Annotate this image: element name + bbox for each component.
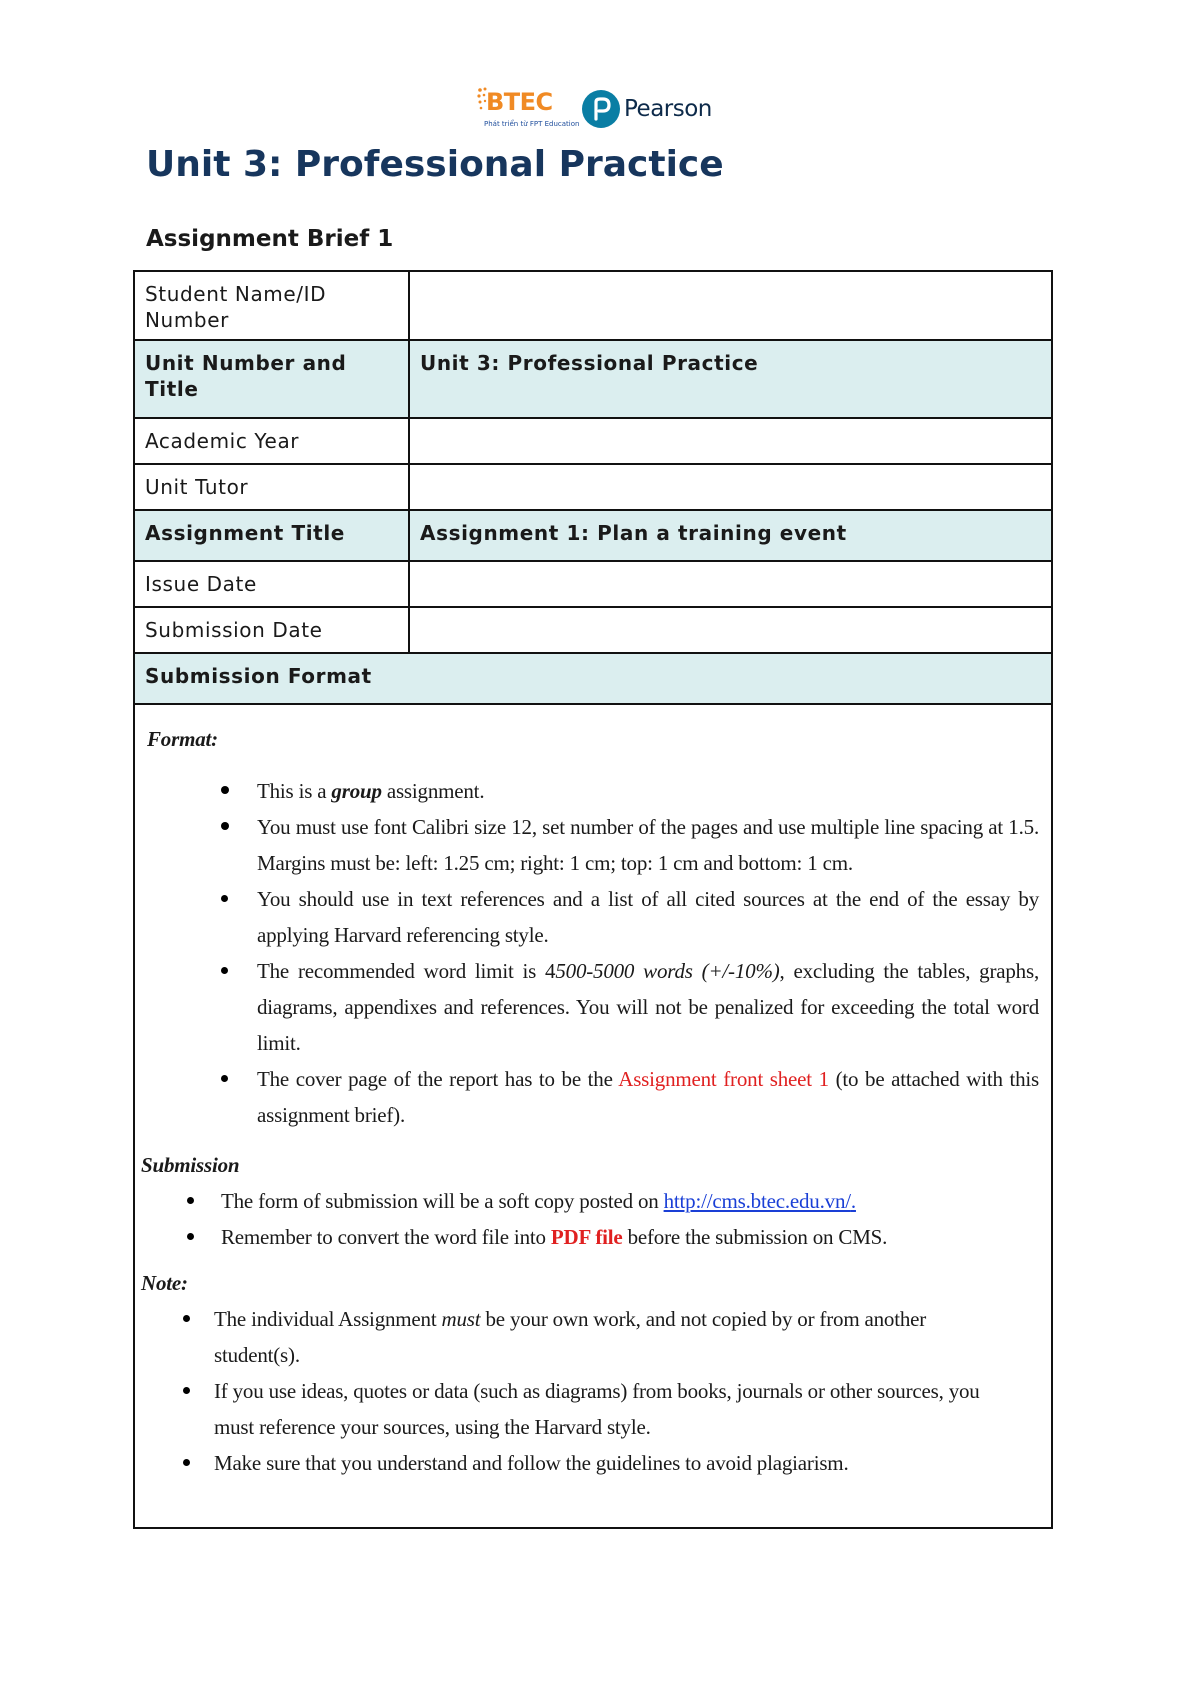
brief-title: Assignment Brief 1 [146,226,394,252]
table-row [134,704,1052,1528]
text-span: If you use ideas, quotes or data (such as diagrams) from books, journals or other sources, you must reference your sources, using the Harvard style. [214,1379,980,1439]
academic-year-label: Academic Year [134,418,409,464]
list-item [141,953,1041,1061]
header-logos [470,76,738,142]
student-name-value [409,271,1052,340]
submission-date-value [409,607,1052,653]
table-row [134,653,1052,704]
pearson-logo [582,90,712,128]
text-span: The recommended word limit is 4 [257,959,556,983]
list-item [141,881,1041,953]
front-sheet-reference: Assignment front sheet 1 [618,1067,829,1091]
submission-format-heading: Submission Format [134,653,1052,704]
pearson-logo-text: Pearson [624,96,712,122]
bullet-icon [183,1459,190,1466]
list-item [141,809,1041,881]
unit-number-label: Unit Number and Title [134,340,409,418]
emphasis-text: must [441,1307,481,1331]
bullet-icon [183,1387,190,1394]
btec-logo-text: BTEC [486,88,553,116]
assignment-title-label: Assignment Title [134,510,409,561]
btec-logo-subtitle: Phát triển từ FPT Education [484,120,580,128]
assignment-title-value: Assignment 1: Plan a training event [409,510,1052,561]
table-row [134,418,1052,464]
submission-format-body [134,704,1052,1528]
bullet-icon [187,1233,194,1240]
text-span: be your own work, and not copied by or from another student(s). [214,1307,927,1367]
table-row [134,464,1052,510]
unit-number-value: Unit 3: Professional Practice [409,340,1052,418]
pdf-file-highlight: PDF file [550,1225,623,1249]
table-row [134,340,1052,418]
cms-link[interactable]: http://cms.btec.edu.vn/ [663,1189,851,1213]
text-span: The cover page of the report has to be the [257,1067,619,1091]
emphasis-text: group [331,779,382,803]
bullet-icon [221,822,229,830]
bullet-icon [221,1075,228,1082]
bullet-icon [221,895,228,902]
submission-date-label: Submission Date [134,607,409,653]
bullet-icon [187,1197,194,1204]
list-item [141,1301,1041,1373]
table-row [134,561,1052,607]
text-span: (to be attached with this assignment brief). [257,1067,1039,1127]
table-row [134,271,1052,340]
text-span: This is a [257,779,332,803]
list-item [141,1183,1041,1219]
list-item [141,1219,1041,1255]
list-item [141,1061,1041,1133]
table-row [134,510,1052,561]
unit-tutor-label: Unit Tutor [134,464,409,510]
btec-logo [470,78,580,140]
text-span: Remember to convert the word file into [221,1225,551,1249]
text-span: assignment. [381,779,485,803]
list-item [141,1373,1041,1445]
emphasis-text: 500-5000 words (+/-10%) [555,959,780,983]
submission-list [141,1183,1041,1255]
format-heading: Format: [147,727,218,751]
document-title: Unit 3: Professional Practice [146,144,724,185]
student-name-label: Student Name/ID Number [134,271,409,340]
pearson-p-icon [582,90,620,128]
list-item [141,773,1041,809]
submission-heading: Submission [141,1153,240,1177]
unit-tutor-value [409,464,1052,510]
text-span: . [850,1189,856,1213]
assignment-brief-table [133,270,1053,1529]
format-list [141,773,1041,1133]
text-span: before the submission on CMS. [622,1225,888,1249]
academic-year-value [409,418,1052,464]
text-span: The form of submission will be a soft copy posted on [221,1189,664,1213]
text-span: You must use font Calibri size 12, set number of the pages and use multiple line spacing at 1.5. Margins must be: left: 1.25 cm; right: 1 cm; top: 1 cm and bottom: 1 cm. [257,815,1039,875]
note-list [141,1301,1041,1481]
text-span: , excluding the tables, graphs, diagrams, appendixes and references. You will not be penalized for exceeding the total word limit. [257,959,1039,1055]
list-item [141,1445,1041,1481]
bullet-icon [221,967,228,974]
bullet-icon [183,1315,190,1322]
table-row [134,607,1052,653]
text-span: The individual Assignment [214,1307,442,1331]
text-span: You should use in text references and a list of all cited sources at the end of the essay by applying Harvard referencing style. [257,887,1039,947]
issue-date-label: Issue Date [134,561,409,607]
note-heading: Note: [141,1271,188,1295]
text-span: Make sure that you understand and follow the guidelines to avoid plagiarism. [214,1451,849,1475]
bullet-icon [221,786,229,794]
issue-date-value [409,561,1052,607]
